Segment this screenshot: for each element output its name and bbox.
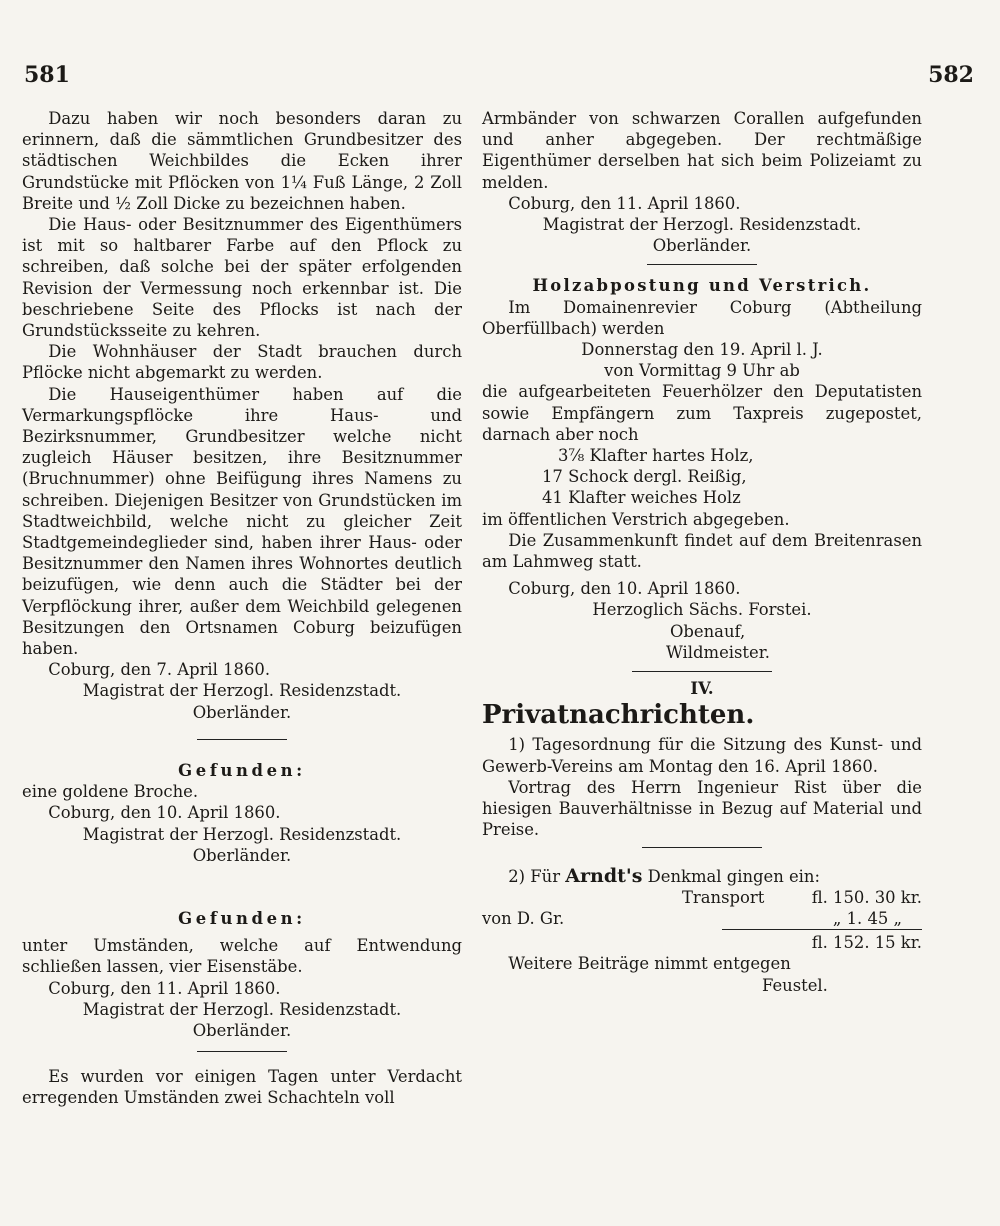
ledger-row: [482, 908, 922, 929]
divider: [197, 739, 287, 740]
paragraph: Die Wohnhäuser der Stadt brauchen durch Pflöcke nicht abgemarkt zu werden.: [22, 342, 462, 383]
divider: [197, 1051, 287, 1052]
section-heading: Gefunden:: [178, 760, 306, 780]
date-line: Coburg, den 11. April 1860.: [508, 193, 741, 213]
ledger-row: [482, 887, 922, 908]
signature: Oberländer.: [652, 236, 752, 256]
signature: Oberländer.: [192, 702, 292, 722]
paragraph: im öffentlichen Verstrich abgegeben.: [482, 509, 790, 529]
section-title: Privatnachrichten.: [482, 700, 755, 731]
section-number: IV.: [690, 679, 714, 699]
authority-line: Magistrat der Herzogl. Residenzstadt.: [82, 999, 402, 1019]
found-item: unter Umständen, welche auf Entwendung schließen lassen, vier Eisenstäbe.: [22, 936, 462, 977]
divider: [642, 847, 762, 848]
signature: Obenauf,: [670, 621, 746, 641]
signature: Oberländer.: [192, 845, 292, 865]
paragraph: Im Domainenrevier Coburg (Abtheilung Oberfüllbach) werden: [482, 297, 922, 338]
section-heading: Holzabpostung und Verstrich.: [532, 276, 872, 296]
date-line: Coburg, den 10. April 1860.: [48, 803, 281, 823]
donation-name: Arndt's: [565, 864, 643, 887]
left-column: [22, 108, 462, 1109]
page-number-left: 581: [24, 62, 70, 88]
signature-title: Wildmeister.: [666, 642, 770, 662]
schedule-time: von Vormittag 9 Uhr ab: [604, 361, 800, 381]
date-line: Coburg, den 10. April 1860.: [508, 579, 741, 599]
section-heading: Gefunden:: [178, 908, 306, 928]
found-item: eine goldene Broche.: [22, 782, 199, 802]
paragraph: Die Haus- oder Besitznummer des Eigenthümers ist mit so haltbarer Farbe auf den Pflock zu schreiben, daß solche bei der später erfolgenden Revision der Vermessung noch erkennbar ist. Die beschriebene Seite des Pflocks ist nach der Grundstücksseite zu kehren.: [22, 215, 462, 341]
signature: Oberländer.: [192, 1020, 292, 1040]
ledger-label: von D. Gr.: [482, 908, 565, 928]
divider: [632, 671, 772, 672]
ledger-label: Transport: [682, 887, 765, 907]
authority-line: Magistrat der Herzogl. Residenzstadt.: [82, 824, 402, 844]
authority-line: Magistrat der Herzogl. Residenzstadt.: [82, 681, 402, 701]
ledger-total: fl. 152. 15 kr.: [722, 929, 922, 953]
date-line: Coburg, den 11. April 1860.: [48, 978, 281, 998]
authority-line: Herzoglich Sächs. Forstei.: [592, 600, 812, 620]
paragraph: Es wurden vor einigen Tagen unter Verdacht erregenden Umständen zwei Schachteln voll: [22, 1067, 462, 1108]
donation-heading: [482, 866, 922, 887]
divider: [647, 264, 757, 265]
paragraph: Weitere Beiträge nimmt entgegen: [508, 954, 791, 974]
schedule-date: Donnerstag den 19. April l. J.: [581, 340, 823, 360]
authority-line: Magistrat der Herzogl. Residenzstadt.: [542, 215, 862, 235]
ledger-amount: fl. 150. 30 kr.: [811, 887, 922, 907]
ledger-amount: „ 1. 45 „: [832, 908, 902, 928]
donation-heading-post: Denkmal gingen ein:: [642, 866, 820, 886]
list-item: 3⅞ Klafter hartes Holz,: [558, 446, 754, 466]
donation-heading-pre: 2) Für: [508, 866, 566, 886]
paragraph: Dazu haben wir noch besonders daran zu erinnern, daß die sämmtlichen Grundbesitzer des städtischen Weichbildes die Ecken ihrer Grundstücke mit Pflöcken von 1¼ Fuß Länge, 2 Zoll Breite und ½ Zoll Dicke zu bezeichnen haben.: [22, 109, 462, 213]
paragraph: Die Zusammenkunft findet auf dem Breitenrasen am Lahmweg statt.: [482, 530, 922, 572]
ledger-row: [482, 929, 922, 953]
signature: Feustel.: [762, 975, 828, 995]
paragraph: Vortrag des Herrn Ingenieur Rist über die hiesigen Bauverhältnisse in Bezug auf Material und Preise.: [482, 777, 922, 840]
right-column: [482, 108, 922, 996]
page-number-right: 582: [928, 62, 974, 88]
list-item: 41 Klafter weiches Holz: [542, 488, 741, 508]
list-item: 17 Schock dergl. Reißig,: [542, 467, 747, 487]
paragraph: Die Hauseigenthümer haben auf die Vermarkungspflöcke ihre Haus- und Bezirksnummer, Grundbesitzer welche nicht zugleich Häuser besitzen, ihre Besitznummer (Bruchnummer) ohne Beifügung ihres Namens zu schreiben. Diejenigen Besitzer von Grundstücken im Stadtweichbild, welche nicht zu gleicher Zeit Stadtgemeindeglieder sind, haben ihrer Haus- oder Besitznummer den Namen ihres Wohnortes deutlich beizufügen, wie denn auch die Städter bei der Verpflöckung ihrer, außer dem Weichbild gelegenen Besitzungen den Ortsnamen Coburg beizufügen haben.: [22, 384, 462, 659]
agenda-item: 1) Tagesordnung für die Sitzung des Kunst- und Gewerb-Vereins am Montag den 16. April 1860.: [482, 735, 922, 776]
paragraph: Armbänder von schwarzen Corallen aufgefunden und anher abgegeben. Der rechtmäßige Eigenthümer derselben hat sich beim Polizeiamt zu melden.: [482, 109, 922, 192]
paragraph: die aufgearbeiteten Feuerhölzer den Deputatisten sowie Empfängern zum Taxpreis zugepostet, darnach aber noch: [482, 382, 922, 444]
date-line: Coburg, den 7. April 1860.: [48, 660, 271, 680]
